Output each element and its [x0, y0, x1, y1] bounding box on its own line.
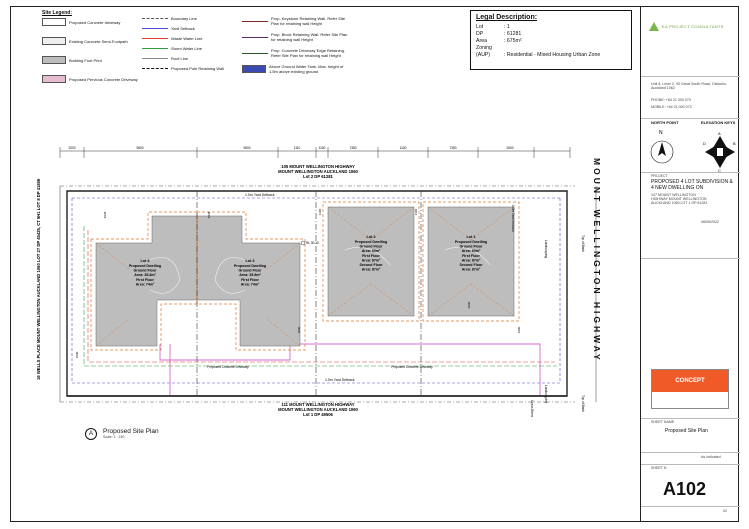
- legal-key: DP: [476, 31, 484, 37]
- lot-detail: Area: 87m²: [361, 258, 381, 263]
- top-dimension-value: 2000: [68, 146, 76, 150]
- legend-label: Storm Water Line: [171, 46, 202, 51]
- lot-name: Lot 4: [140, 259, 150, 263]
- legend-label: Prop. Concrete Driveway Edge Retaining. Refer Site Plan for retaining wall Height: [271, 48, 346, 58]
- lot-detail: Proposed Dwelling: [454, 240, 488, 244]
- lot-detail: Area: 35.8m²: [239, 273, 261, 278]
- legend-label: Yard Setback: [171, 26, 195, 31]
- south-neighbour-label: 111 MOUNT WELLINGTON HIGHWAY: [281, 402, 355, 407]
- revision: 02: [723, 509, 727, 513]
- legend-label: Roof Line: [171, 56, 189, 61]
- project-title: PROPOSED 4 LOT SUBDIVISION & 4 NEW DWELLING ON: [651, 179, 733, 191]
- lot-detail: Proposed Dwelling: [128, 264, 162, 268]
- top-dimension-value: 9600: [136, 146, 144, 150]
- north-and-keys: [647, 126, 737, 172]
- legal-value: : 61281: [504, 31, 522, 37]
- yard-setback-bottom-label: 1.0m Yard Setback: [325, 378, 355, 382]
- legend-label: Building Foot Print: [69, 57, 102, 63]
- north-neighbour-label: Lot 2 DP 61281: [303, 174, 333, 179]
- west-neighbour-label: 16 WELLS PLACE MOUNT WELLINGTON AUCKLAND 1060 LOT 27 DP 45425, CT 5H1 LOT 8 DP 41806: [36, 178, 41, 380]
- lot-name: Lot 1: [466, 235, 476, 239]
- side-label-landscaping-1: Landscaping: [544, 240, 548, 259]
- top-dimension-value: 7350: [449, 146, 457, 150]
- legend-label: Proposed Pole Retaining Wall: [171, 66, 224, 71]
- side-label-landscaping-2: Landscaping: [544, 385, 548, 404]
- legend-label: Existing Concrete Semi-Footpath: [69, 38, 128, 44]
- lot-name: Lot 2: [366, 235, 376, 239]
- top-dimension-value: 1100: [318, 146, 326, 150]
- misc-dimension-value: 1100: [414, 208, 418, 216]
- north-letter: N: [659, 130, 663, 136]
- legend-label: Prop. Block Retaining Wall. Refer Site Plan for retaining wall Height: [271, 32, 348, 42]
- lot-detail: Area: 35.8m²: [134, 273, 156, 278]
- plan-title: [103, 428, 159, 439]
- misc-dimension-value: 4038: [207, 211, 211, 219]
- legend-label: Proposed Concrete driveway: [69, 19, 121, 25]
- lot-detail: First Floor: [241, 277, 259, 282]
- legal-value: : Residential - Mixed Housing Urban Zone: [504, 52, 601, 58]
- misc-dimension-value: 1000: [75, 351, 79, 359]
- company-phone: PHONE: +64 21 000 073: [651, 98, 691, 102]
- general-notes: [651, 262, 731, 342]
- logo-triangle-icon: [649, 22, 659, 31]
- lot-detail: First Floor: [362, 253, 380, 258]
- lot-detail: Ground Floor: [133, 268, 157, 273]
- lot-detail: Area: 87m²: [461, 258, 481, 263]
- elevation-keys-icon: [705, 136, 735, 168]
- sheet-name: Proposed Site Plan: [665, 428, 708, 434]
- legal-title: Legal Description:: [476, 14, 538, 21]
- lot-detail: Ground Floor: [238, 268, 262, 273]
- company-logo: [649, 16, 733, 36]
- legend-label: Above Ground Water Tank. Max. height of 1.5m above existing ground: [269, 64, 344, 74]
- yard-setback-top-label: 1.0m Yard Setback: [245, 193, 275, 197]
- lot-detail: Area: 74m²: [240, 282, 260, 287]
- lot-detail: Area: 60m²: [461, 249, 481, 254]
- pervious-driveway-outline: [160, 344, 540, 396]
- lot-detail: Area: 87m²: [361, 267, 381, 272]
- legend-label: Prop. Keystone Retaining Wall. Refer Site Plan for retaining wall Height: [271, 16, 346, 26]
- lot-detail: Area: 87m²: [461, 267, 481, 272]
- company-name: EA PROJECT CONSULTANTS: [662, 23, 724, 29]
- misc-dimension-value: 1100: [318, 208, 322, 216]
- company-mobile: MOBILE: +64 21 000 073: [651, 105, 692, 109]
- legal-key: Area: [476, 38, 487, 44]
- top-dimension-value: 2600: [506, 146, 514, 150]
- misc-dimension-value: 4038: [103, 211, 107, 219]
- lot-detail: Second Floor: [459, 263, 483, 267]
- legend-title: Site Legend:: [42, 10, 73, 16]
- legal-key: Lot: [476, 24, 484, 30]
- misc-dimension-value: 1000: [297, 326, 301, 334]
- misc-dimension-value: 1000: [517, 326, 521, 334]
- top-dimension-value: 1100: [399, 146, 407, 150]
- lot-detail: Proposed Dwelling: [354, 240, 388, 244]
- project-label: PROJECT: [651, 174, 668, 178]
- lot-detail: Ground Floor: [359, 244, 383, 249]
- lot-detail: Area: 60m²: [361, 249, 381, 254]
- lot-detail: First Floor: [462, 253, 480, 258]
- side-label-top-of-bank-2: Top of Bank: [581, 395, 585, 412]
- road-label: MOUNT WELLINGTON HIGHWAY: [592, 158, 602, 363]
- sheet-name-label: SHEET NAME: [651, 420, 675, 424]
- legal-key: (AUP): [476, 52, 491, 58]
- company-address: Unit 8, Level 2, 90 Great South Road, Otahuhu, Auckland 1062: [651, 82, 727, 90]
- site-address: 107 MOUNT WELLINGTON HIGHWAY MOUNT WELLINGTON AUCKLAND 1060 LOT 1 DP 61281: [651, 193, 708, 205]
- north-arrow-icon: [658, 142, 666, 156]
- rl-marker: [301, 241, 305, 245]
- lot-name: Lot 3: [245, 259, 255, 263]
- north-point-label: NORTH POINT: [651, 120, 679, 125]
- legal-key: Zoning: [476, 45, 492, 51]
- lot-detail: Proposed Dwelling: [233, 264, 267, 268]
- scale-value: As indicated: [701, 455, 721, 459]
- legal-value: : 675m²: [504, 38, 522, 44]
- key-b: B: [733, 141, 736, 146]
- concept-label: CONCEPT: [652, 370, 728, 392]
- key-c: C: [718, 168, 721, 172]
- legend-label: Waste Water Line: [171, 36, 203, 41]
- elevation-keys-label: ELEVATION KEYS: [701, 120, 736, 125]
- side-label-grass-berm: Grass Berm: [530, 400, 534, 418]
- north-neighbour-label: MOUNT WELLINGTON AUCKLAND 1060: [278, 169, 358, 174]
- driveway-label-2: Proposed Concrete Driveway: [391, 365, 433, 369]
- legend-label: Proposed Pervious Concrete Driveway: [69, 76, 138, 82]
- top-dimension-value: 9600: [243, 146, 251, 150]
- side-setback-label: 1.0m Yard Setback: [511, 205, 515, 232]
- sheet-number-label: SHEET N: [651, 466, 667, 470]
- lot-detail: Ground Floor: [459, 244, 483, 249]
- view-marker: A: [85, 428, 97, 440]
- title-block: [640, 6, 740, 522]
- side-label-top-of-bank-1: Top of Bank: [581, 235, 585, 252]
- top-dimension-value: 7350: [349, 146, 357, 150]
- lot-detail: Area: 74m²: [135, 282, 155, 287]
- key-a: A: [718, 131, 721, 136]
- legend-label: Boundary Line: [171, 16, 197, 21]
- lot-detail: Second Floor: [359, 263, 383, 267]
- south-neighbour-label: Lot 1 DP 49506: [303, 412, 333, 417]
- sheet-number: A102: [663, 479, 707, 499]
- rl-label: RL 30.10: [306, 241, 319, 245]
- plan-scale-text: Scale: 1 : 150: [103, 435, 125, 439]
- concept-stamp: [651, 369, 729, 409]
- south-neighbour-label: MOUNT WELLINGTON AUCKLAND 1060: [278, 407, 358, 412]
- top-dimension-value: 1110: [293, 146, 301, 150]
- legal-value: : 1: [504, 24, 510, 30]
- key-d: D: [703, 141, 706, 146]
- plan-title-text: Proposed Site Plan: [103, 428, 159, 435]
- misc-dimension-value: 4000: [467, 301, 471, 309]
- driveway-label-1: Proposed Concrete Driveway: [207, 365, 249, 369]
- north-neighbour-label: 105 MOUNT WELLINGTON HIGHWAY: [281, 164, 355, 169]
- issue-date: 08/05/2022: [701, 220, 719, 224]
- lot-detail: First Floor: [136, 277, 154, 282]
